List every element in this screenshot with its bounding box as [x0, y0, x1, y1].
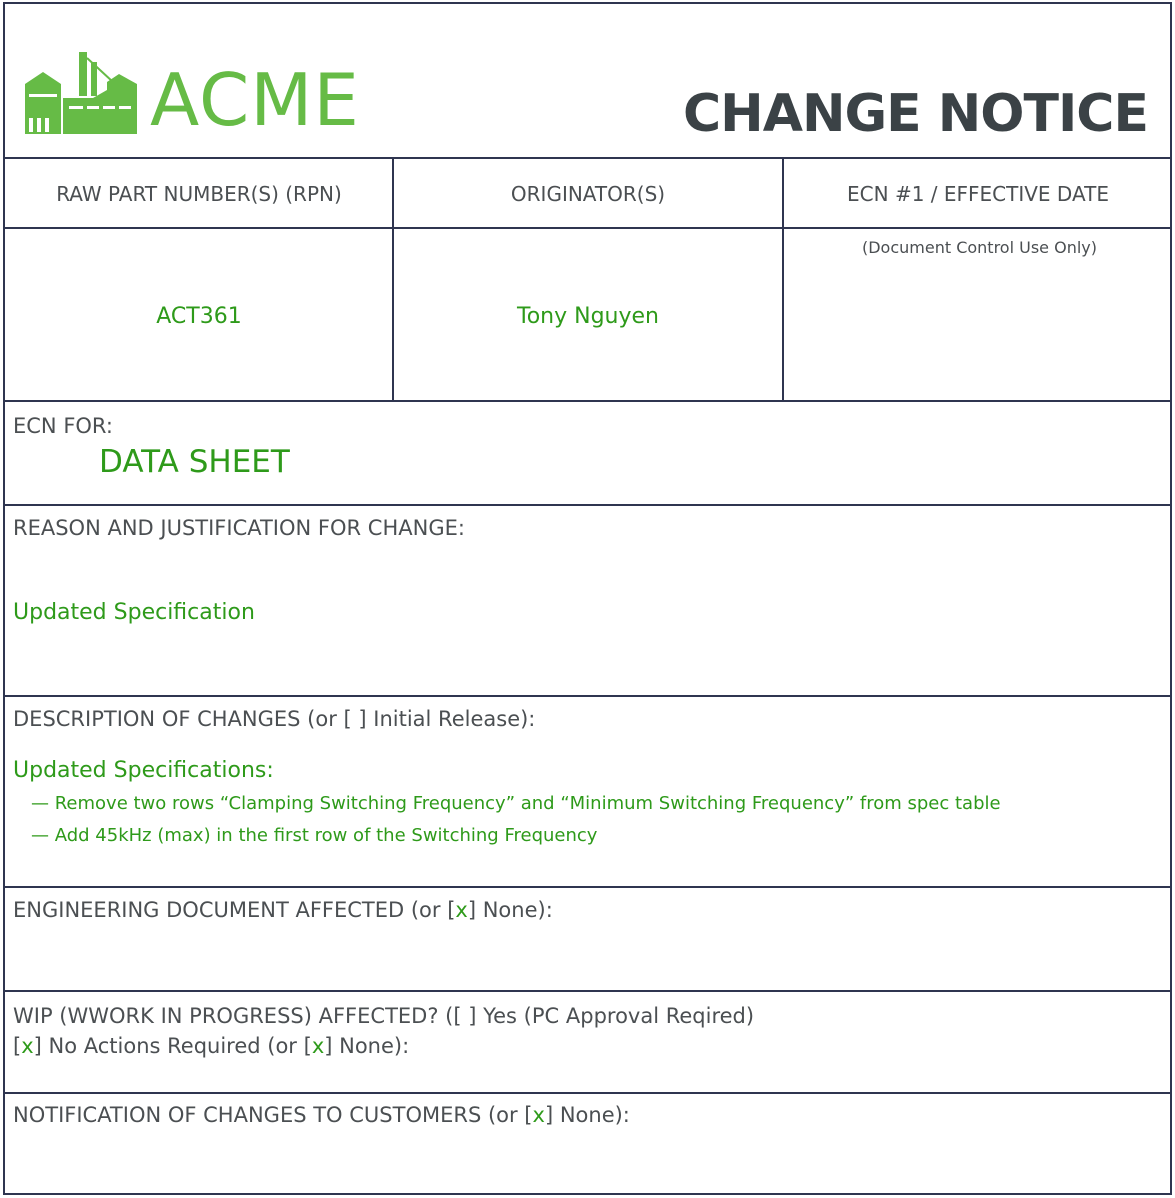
- brand-name: ACME: [150, 58, 360, 142]
- description-label: DESCRIPTION OF CHANGES (or [ ] Initial Release):: [13, 707, 536, 731]
- notification-none-checkbox: x: [532, 1103, 545, 1127]
- factory-icon: [23, 48, 139, 140]
- wip-label: WIP (WWORK IN PROGRESS) AFFECTED? ([ ] Yes (PC Approval Reqired): [13, 1004, 755, 1028]
- wip-no-actions-checkbox: x: [21, 1034, 34, 1058]
- originator-header: ORIGINATOR(S): [510, 182, 666, 206]
- wip-none-checkbox: x: [311, 1034, 325, 1058]
- reason-value: Updated Specification: [13, 600, 255, 625]
- rpn-value: ACT361: [156, 303, 242, 329]
- divider: [5, 886, 1170, 888]
- divider: [5, 504, 1170, 506]
- divider: [5, 1092, 1170, 1094]
- ecn-date-header: ECN #1 / EFFECTIVE DATE: [847, 182, 1109, 206]
- divider: [5, 990, 1170, 992]
- rpn-header: RAW PART NUMBER(S) (RPN): [56, 182, 342, 206]
- originator-value: Tony Nguyen: [517, 303, 659, 329]
- page-title: CHANGE NOTICE: [683, 84, 1148, 144]
- description-heading: Updated Specifications:: [13, 758, 274, 783]
- list-item: — Add 45kHz (max) in the first row of the Switching Frequency: [31, 825, 598, 846]
- ecn-for-value: DATA SHEET: [99, 444, 290, 480]
- notification-label: NOTIFICATION OF CHANGES TO CUSTOMERS (or [x] None):: [13, 1103, 630, 1127]
- list-item: — Remove two rows “Clamping Switching Frequency” and “Minimum Switching Frequency” from spec table: [31, 793, 1001, 814]
- wip-no-actions-label: [x] No Actions Required (or [x] None):: [13, 1034, 410, 1058]
- document-control-note: (Document Control Use Only): [861, 238, 1097, 257]
- engineering-label: ENGINEERING DOCUMENT AFFECTED (or [x] None):: [13, 898, 553, 922]
- reason-label: REASON AND JUSTIFICATION FOR CHANGE:: [13, 516, 465, 540]
- engineering-none-checkbox: x: [455, 898, 468, 922]
- divider: [5, 695, 1170, 697]
- change-notice-form: [3, 2, 1172, 1195]
- ecn-for-label: ECN FOR:: [13, 414, 113, 438]
